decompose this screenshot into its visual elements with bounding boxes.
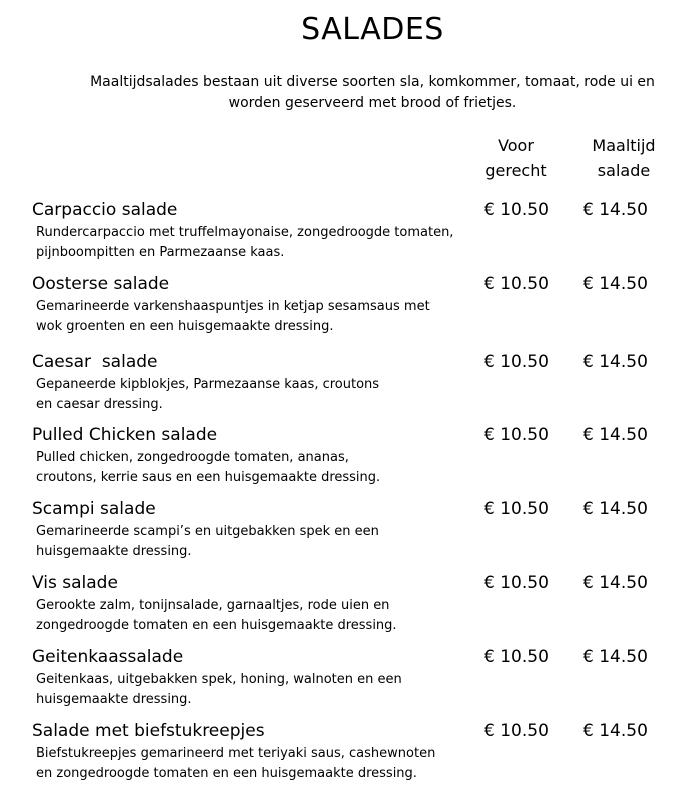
price-voorgerecht: € 10.50	[484, 499, 549, 519]
price-maaltijdsalade: € 14.50	[583, 425, 648, 445]
price-maaltijdsalade: € 14.50	[583, 499, 648, 519]
item-description-line: huisgemaakte dressing.	[36, 544, 192, 559]
item-description-line: huisgemaakte dressing.	[36, 692, 192, 707]
item-description-line: Rundercarpaccio met truffelmayonaise, zongedroogde tomaten,	[36, 225, 454, 240]
price-maaltijdsalade: € 14.50	[583, 573, 648, 593]
item-description-line: Geitenkaas, uitgebakken spek, honing, walnoten en een	[36, 672, 402, 687]
item-description	[36, 744, 466, 784]
item-description-line: croutons, kerrie saus en een huisgemaakte dressing.	[36, 470, 381, 485]
price-voorgerecht: € 10.50	[484, 721, 549, 741]
item-name: Pulled Chicken salade	[32, 425, 218, 445]
item-name: Vis salade	[32, 573, 118, 593]
item-description-line: en caesar dressing.	[36, 397, 163, 412]
menu-item-oosterse	[32, 273, 672, 343]
column-header-voorgerecht	[474, 133, 558, 183]
item-description-line: Gerookte zalm, tonijnsalade, garnaaltjes, rode uien en	[36, 598, 390, 613]
item-description	[36, 596, 466, 636]
intro-line: worden geserveerd met brood of frietjes.	[228, 95, 517, 111]
menu-item-scampi	[32, 498, 672, 568]
column-header-line: Maaltijd	[592, 136, 656, 155]
price-voorgerecht: € 10.50	[484, 425, 549, 445]
item-name: Salade met biefstukreepjes	[32, 721, 265, 741]
price-maaltijdsalade: € 14.50	[583, 352, 648, 372]
menu-item-pulled-chicken	[32, 424, 672, 494]
item-description-line: Biefstukreepjes gemarineerd met teriyaki saus, cashewnoten	[36, 746, 436, 761]
item-description-line: pijnboompitten en Parmezaanse kaas.	[36, 245, 285, 260]
item-description-line: zongedroogde tomaten en een huisgemaakte dressing.	[36, 618, 397, 633]
item-description	[36, 670, 466, 710]
column-header-line: Voor	[498, 136, 534, 155]
column-header-maaltijdsalade	[580, 133, 668, 183]
menu-item-carpaccio	[32, 199, 672, 269]
item-description	[36, 448, 466, 488]
item-name: Caesar salade	[32, 352, 158, 372]
item-name: Oosterse salade	[32, 274, 170, 294]
menu-item-caesar	[32, 351, 672, 421]
price-maaltijdsalade: € 14.50	[583, 274, 648, 294]
price-maaltijdsalade: € 14.50	[583, 721, 648, 741]
intro-line: Maaltijdsalades bestaan uit diverse soorten sla, komkommer, tomaat, rode ui en	[90, 74, 655, 90]
column-header-line: gerecht	[485, 161, 547, 180]
price-voorgerecht: € 10.50	[484, 352, 549, 372]
item-description-line: Pulled chicken, zongedroogde tomaten, ananas,	[36, 450, 349, 465]
item-name: Scampi salade	[32, 499, 156, 519]
price-voorgerecht: € 10.50	[484, 200, 549, 220]
item-name: Carpaccio salade	[32, 200, 178, 220]
intro-text	[80, 72, 665, 114]
column-header-line: salade	[597, 161, 651, 180]
item-description	[36, 522, 466, 562]
item-description-line: Gepaneerde kipblokjes, Parmezaanse kaas, croutons	[36, 377, 380, 392]
item-name: Geitenkaassalade	[32, 647, 184, 667]
price-voorgerecht: € 10.50	[484, 274, 549, 294]
menu-item-geitenkaas	[32, 646, 672, 716]
item-description	[36, 223, 466, 263]
price-maaltijdsalade: € 14.50	[583, 200, 648, 220]
menu-item-vis	[32, 572, 672, 642]
item-description-line: en zongedroogde tomaten en een huisgemaakte dressing.	[36, 766, 417, 781]
item-description	[36, 297, 466, 337]
item-description	[36, 375, 466, 415]
price-maaltijdsalade: € 14.50	[583, 647, 648, 667]
menu-item-biefstuk	[32, 720, 672, 790]
price-voorgerecht: € 10.50	[484, 647, 549, 667]
item-description-line: Gemarineerde scampi’s en uitgebakken spek en een	[36, 524, 379, 539]
item-description-line: Gemarineerde varkenshaaspuntjes in ketjap sesamsaus met	[36, 299, 430, 314]
item-description-line: wok groenten en een huisgemaakte dressing.	[36, 319, 334, 334]
price-voorgerecht: € 10.50	[484, 573, 549, 593]
page-title: SALADES	[301, 12, 444, 47]
